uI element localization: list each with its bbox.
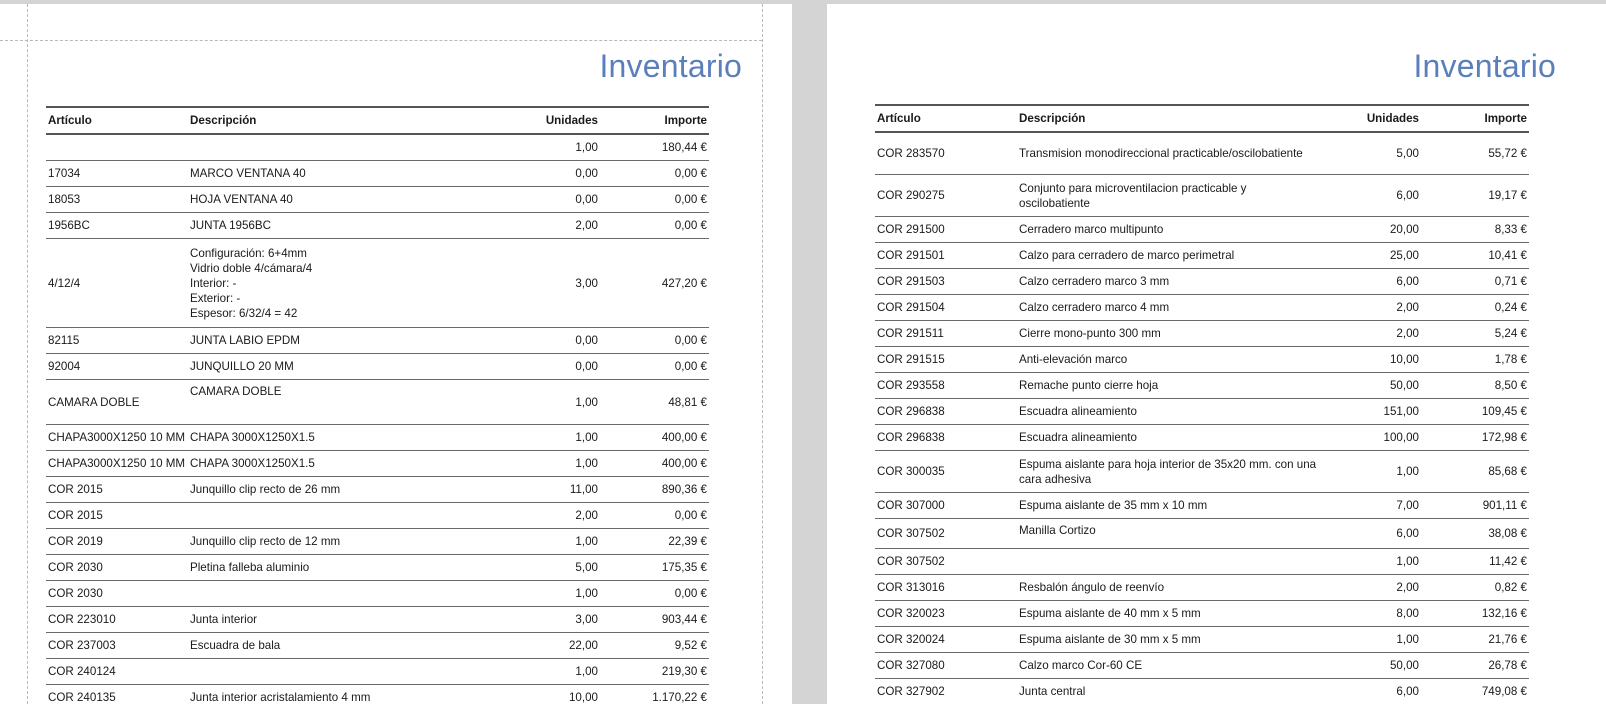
cell-articulo: COR 2015 [46,477,188,503]
cell-articulo: 92004 [46,354,188,380]
cell-unidades: 2,00 [1317,575,1421,601]
cell-importe: 219,30 € [600,659,709,685]
cell-articulo: COR 307000 [875,493,1017,519]
cell-unidades: 1,00 [508,659,600,685]
cell-articulo: COR 293558 [875,373,1017,399]
cell-descripcion: Calzo marco Cor-60 CE [1017,653,1317,679]
header-unidades: Unidades [1317,105,1421,132]
header-descripcion: Descripción [188,107,508,134]
table-row [46,354,709,380]
table-row [46,213,709,239]
cell-unidades: 2,00 [1317,321,1421,347]
cell-importe: 1.170,22 € [600,685,709,704]
cell-importe: 890,36 € [600,477,709,503]
cell-articulo: 17034 [46,161,188,187]
table-row [875,679,1529,704]
cell-descripcion [188,134,508,161]
cell-descripcion: CHAPA 3000X1250X1.5 [188,425,508,451]
cell-unidades: 1,00 [508,425,600,451]
desc-line: Configuración: 6+4mm [190,246,508,261]
cell-descripcion: Cierre mono-punto 300 mm [1017,321,1317,347]
cell-articulo: 18053 [46,187,188,213]
cell-descripcion: MARCO VENTANA 40 [188,161,508,187]
table-row [46,659,709,685]
cell-importe: 0,24 € [1421,295,1529,321]
cell-descripcion: JUNQUILLO 20 MM [188,354,508,380]
cell-unidades: 0,00 [508,328,600,354]
header-unidades: Unidades [508,107,600,134]
cell-unidades: 1,00 [1317,549,1421,575]
report-page-right [827,4,1606,704]
cell-unidades: 22,00 [508,633,600,659]
table-row [46,187,709,213]
cell-articulo: 1956BC [46,213,188,239]
cell-articulo: COR 291511 [875,321,1017,347]
table-row [875,175,1529,217]
cell-unidades: 7,00 [1317,493,1421,519]
table-row [46,555,709,581]
cell-importe: 180,44 € [600,134,709,161]
cell-importe: 0,71 € [1421,269,1529,295]
cell-descripcion: Escuadra alineamiento [1017,425,1317,451]
cell-unidades: 1,00 [1317,627,1421,653]
table-row [875,575,1529,601]
cell-importe: 11,42 € [1421,549,1529,575]
cell-importe: 0,00 € [600,354,709,380]
cell-descripcion: Transmision monodireccional practicable/oscilobatiente [1017,132,1317,175]
cell-descripcion [188,503,508,529]
cell-unidades: 2,00 [508,213,600,239]
table-row [875,653,1529,679]
cell-articulo: COR 291503 [875,269,1017,295]
table-row [875,399,1529,425]
cell-unidades: 2,00 [508,503,600,529]
table-row [46,581,709,607]
cell-importe: 0,00 € [600,213,709,239]
cell-importe: 0,00 € [600,161,709,187]
cell-articulo: COR 2030 [46,555,188,581]
desc-line: Espesor: 6/32/4 = 42 [190,306,508,321]
cell-unidades: 50,00 [1317,373,1421,399]
cell-unidades: 20,00 [1317,217,1421,243]
cell-unidades: 10,00 [1317,347,1421,373]
cell-unidades: 0,00 [508,187,600,213]
desc-line: Interior: - [190,276,508,291]
table-row [46,380,709,425]
cell-articulo: COR 2030 [46,581,188,607]
table-row [875,451,1529,493]
cell-descripcion: Junta interior [188,607,508,633]
cell-importe: 1,78 € [1421,347,1529,373]
cell-importe: 400,00 € [600,451,709,477]
table-row [875,132,1529,175]
cell-unidades: 1,00 [508,451,600,477]
cell-articulo: COR 307502 [875,549,1017,575]
cell-unidades: 8,00 [1317,601,1421,627]
report-title: Inventario [1413,48,1556,85]
cell-articulo: COR 313016 [875,575,1017,601]
cell-descripcion: Escuadra de bala [188,633,508,659]
cell-articulo: COR 291504 [875,295,1017,321]
cell-articulo: COR 296838 [875,425,1017,451]
cell-unidades: 1,00 [508,380,600,425]
cell-unidades: 1,00 [508,529,600,555]
cell-descripcion: Calzo cerradero marco 3 mm [1017,269,1317,295]
cell-unidades: 2,00 [1317,295,1421,321]
cell-articulo: COR 291501 [875,243,1017,269]
cell-descripcion-multiline [188,239,508,328]
cell-descripcion: Conjunto para microventilacion practicable y oscilobatiente [1017,175,1317,217]
cell-descripcion: CHAPA 3000X1250X1.5 [188,451,508,477]
cell-importe: 0,00 € [600,328,709,354]
cell-descripcion: Escuadra alineamiento [1017,399,1317,425]
table-row [875,347,1529,373]
cell-unidades: 3,00 [508,239,600,328]
cell-descripcion: JUNTA LABIO EPDM [188,328,508,354]
table-row [875,321,1529,347]
cell-descripcion: Espuma aislante para hoja interior de 35x20 mm. con una cara adhesiva [1017,451,1317,493]
cell-articulo: COR 291515 [875,347,1017,373]
cell-articulo: COR 240135 [46,685,188,704]
cell-articulo: COR 320024 [875,627,1017,653]
report-title: Inventario [599,48,742,85]
cell-unidades: 6,00 [1317,269,1421,295]
cell-unidades: 100,00 [1317,425,1421,451]
table-row [46,239,709,328]
table-row [875,549,1529,575]
table-row [875,519,1529,549]
table-row [875,243,1529,269]
cell-descripcion: HOJA VENTANA 40 [188,187,508,213]
table-row [46,529,709,555]
cell-importe: 109,45 € [1421,399,1529,425]
cell-descripcion: Anti-elevación marco [1017,347,1317,373]
cell-importe: 19,17 € [1421,175,1529,217]
cell-importe: 0,00 € [600,187,709,213]
cell-importe: 0,00 € [600,581,709,607]
header-articulo: Artículo [46,107,188,134]
table-row [875,493,1529,519]
cell-articulo: COR 327902 [875,679,1017,704]
cell-importe: 0,82 € [1421,575,1529,601]
desc-line: Exterior: - [190,291,508,306]
cell-descripcion: Junquillo clip recto de 12 mm [188,529,508,555]
cell-descripcion: Pletina falleba aluminio [188,555,508,581]
table-row [46,685,709,704]
cell-descripcion: CAMARA DOBLE [188,380,508,425]
cell-articulo: COR 240124 [46,659,188,685]
cell-importe: 5,24 € [1421,321,1529,347]
cell-articulo: COR 237003 [46,633,188,659]
table-row [875,425,1529,451]
table-row [46,477,709,503]
cell-articulo: COR 2019 [46,529,188,555]
table-row [46,607,709,633]
report-page-left [0,4,792,704]
cell-descripcion: Remache punto cierre hoja [1017,373,1317,399]
cell-unidades: 5,00 [1317,132,1421,175]
cell-unidades: 1,00 [508,581,600,607]
margin-guide-right [762,4,763,704]
cell-unidades: 1,00 [508,134,600,161]
cell-descripcion: Cerradero marco multipunto [1017,217,1317,243]
cell-descripcion [188,659,508,685]
cell-importe: 26,78 € [1421,653,1529,679]
table-row [46,503,709,529]
cell-articulo: COR 300035 [875,451,1017,493]
cell-articulo: COR 291500 [875,217,1017,243]
cell-descripcion: Espuma aislante de 35 mm x 10 mm [1017,493,1317,519]
cell-importe: 85,68 € [1421,451,1529,493]
cell-articulo: COR 223010 [46,607,188,633]
table-row [875,373,1529,399]
table-row [46,451,709,477]
cell-importe: 0,00 € [600,503,709,529]
cell-importe: 8,33 € [1421,217,1529,243]
cell-articulo: COR 283570 [875,132,1017,175]
cell-importe: 172,98 € [1421,425,1529,451]
cell-articulo: COR 327080 [875,653,1017,679]
cell-descripcion: Resbalón ángulo de reenvío [1017,575,1317,601]
cell-importe: 903,44 € [600,607,709,633]
header-descripcion: Descripción [1017,105,1317,132]
cell-importe: 427,20 € [600,239,709,328]
cell-importe: 48,81 € [600,380,709,425]
table-row [46,161,709,187]
table-header-row [46,107,709,134]
margin-guide-left [27,4,28,704]
cell-unidades: 6,00 [1317,679,1421,704]
cell-articulo: COR 320023 [875,601,1017,627]
cell-importe: 132,16 € [1421,601,1529,627]
cell-articulo: 82115 [46,328,188,354]
cell-articulo: CAMARA DOBLE [46,380,188,425]
table-row [46,328,709,354]
cell-articulo: 4/12/4 [46,239,188,328]
cell-unidades: 11,00 [508,477,600,503]
cell-importe: 400,00 € [600,425,709,451]
cell-unidades: 0,00 [508,354,600,380]
cell-articulo: CHAPA3000X1250 10 MM [46,425,188,451]
cell-descripcion: Calzo para cerradero de marco perimetral [1017,243,1317,269]
cell-importe: 10,41 € [1421,243,1529,269]
table-row [46,134,709,161]
table-row [875,627,1529,653]
cell-descripcion: Manilla Cortizo [1017,519,1317,549]
cell-importe: 901,11 € [1421,493,1529,519]
cell-descripcion: Calzo cerradero marco 4 mm [1017,295,1317,321]
cell-importe: 22,39 € [600,529,709,555]
cell-unidades: 10,00 [508,685,600,704]
cell-importe: 175,35 € [600,555,709,581]
table-row [46,425,709,451]
cell-unidades: 6,00 [1317,519,1421,549]
desc-line: Vidrio doble 4/cámara/4 [190,261,508,276]
table-row [875,269,1529,295]
cell-unidades: 25,00 [1317,243,1421,269]
cell-descripcion: Junta interior acristalamiento 4 mm [188,685,508,704]
cell-articulo: COR 290275 [875,175,1017,217]
table-row [875,295,1529,321]
cell-descripcion: Espuma aislante de 40 mm x 5 mm [1017,601,1317,627]
cell-articulo: COR 307502 [875,519,1017,549]
cell-unidades: 50,00 [1317,653,1421,679]
cell-unidades: 5,00 [508,555,600,581]
cell-unidades: 151,00 [1317,399,1421,425]
cell-importe: 55,72 € [1421,132,1529,175]
table-row [46,633,709,659]
cell-articulo: COR 2015 [46,503,188,529]
inventory-table [875,104,1529,704]
header-importe: Importe [600,107,709,134]
cell-importe: 9,52 € [600,633,709,659]
cell-descripcion: Junquillo clip recto de 26 mm [188,477,508,503]
cell-descripcion [188,581,508,607]
inventory-table [46,106,709,704]
margin-guide-top [0,40,762,41]
cell-descripcion: Junta central [1017,679,1317,704]
header-importe: Importe [1421,105,1529,132]
cell-descripcion: JUNTA 1956BC [188,213,508,239]
cell-unidades: 3,00 [508,607,600,633]
cell-articulo: COR 296838 [875,399,1017,425]
cell-importe: 21,76 € [1421,627,1529,653]
table-header-row [875,105,1529,132]
cell-unidades: 1,00 [1317,451,1421,493]
table-row [875,601,1529,627]
cell-articulo: CHAPA3000X1250 10 MM [46,451,188,477]
header-articulo: Artículo [875,105,1017,132]
cell-descripcion: Espuma aislante de 30 mm x 5 mm [1017,627,1317,653]
cell-unidades: 6,00 [1317,175,1421,217]
cell-unidades: 0,00 [508,161,600,187]
cell-importe: 749,08 € [1421,679,1529,704]
table-row [875,217,1529,243]
cell-articulo [46,134,188,161]
cell-importe: 8,50 € [1421,373,1529,399]
cell-importe: 38,08 € [1421,519,1529,549]
cell-descripcion [1017,549,1317,575]
